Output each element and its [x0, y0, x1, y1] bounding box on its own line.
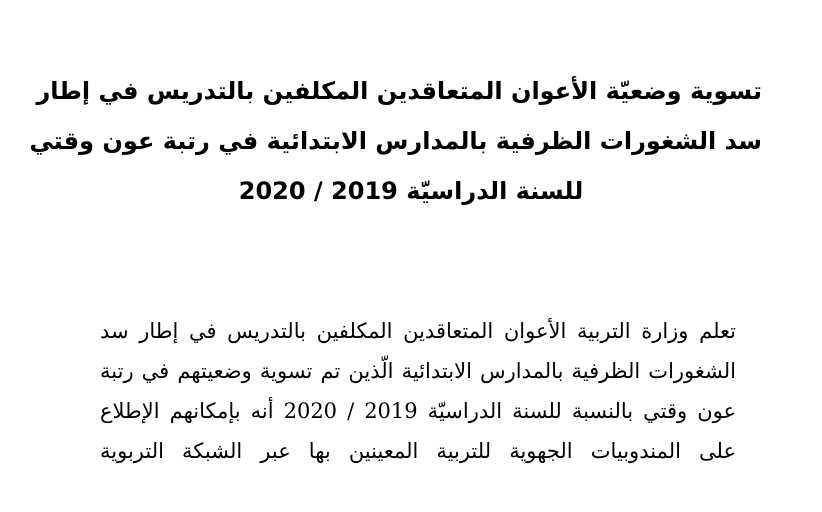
body-line-3: عون وقتي بالنسبة للسنة الدراسيّة 2019 / 2020 أنه بإمكانهم الإطلاع [100, 399, 736, 423]
document-body [100, 311, 736, 471]
document-title [29, 66, 762, 216]
title-line-2: سد الشغورات الظرفية بالمدارس الابتدائية في رتبة عون وقتي [29, 127, 762, 155]
body-line-1: تعلم وزارة التربية الأعوان المتعاقدين المكلفين بالتدريس في إطار سد [100, 319, 736, 343]
body-line-2: الشغورات الظرفية بالمدارس الابتدائية الّذين تم تسوية وضعيتهم في رتبة [100, 359, 736, 383]
title-line-1: تسوية وضعيّة الأعوان المتعاقدين المكلفين بالتدريس في إطار [36, 77, 762, 105]
body-line-4: على المندوبيات الجهوية للتربية المعينين بها عبر الشبكة التربوية [100, 439, 736, 463]
title-line-3: للسنة الدراسيّة 2019 / 2020 [238, 177, 584, 205]
